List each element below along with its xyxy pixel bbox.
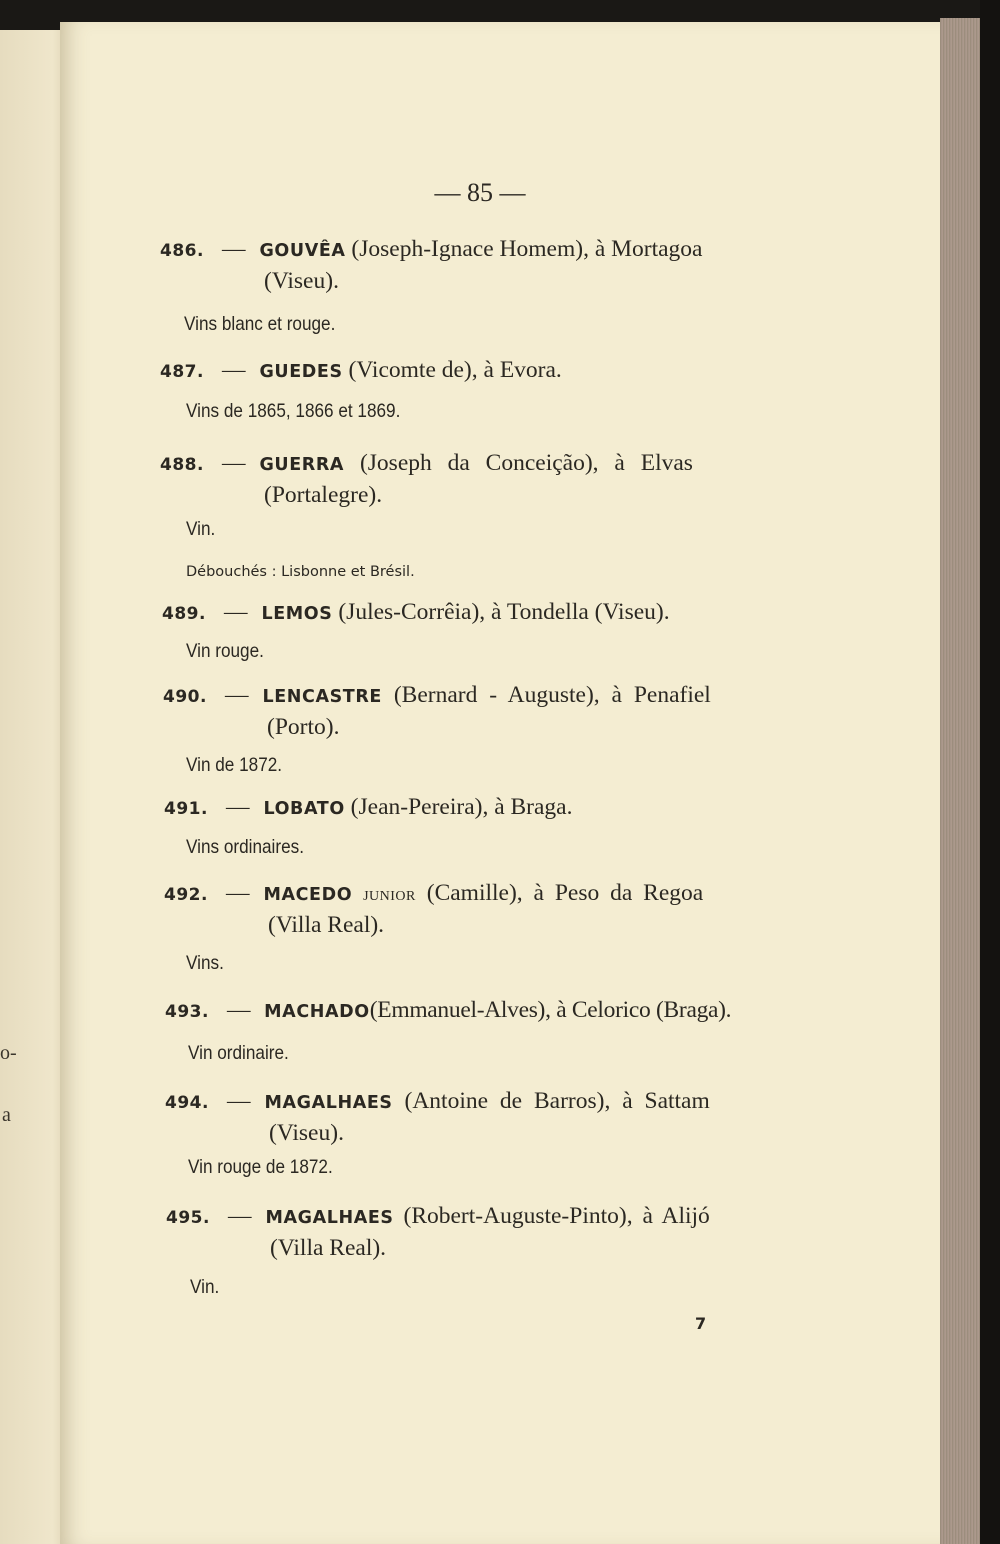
entry-details-continued: (Viseu). [264, 268, 339, 294]
entry-number: 493. [165, 1002, 209, 1022]
entry-name: LENCASTRE [262, 687, 382, 707]
entry-name: GUERRA [259, 455, 345, 475]
entry-note: Vin ordinaire. [188, 1042, 289, 1064]
entry-name: LEMOS [261, 604, 333, 624]
entry-note: Vin. [190, 1276, 220, 1298]
entry-name: GUEDES [259, 362, 343, 382]
entry-details-continued: (Villa Real). [268, 912, 385, 938]
entry-493: 493. — MACHADO(Emmanuel-Alves), à Celorico (Braga). [165, 997, 732, 1023]
entry-number: 487. [160, 362, 204, 382]
entry-note: Vins ordinaires. [186, 836, 304, 858]
entry-name-suffix: junior [363, 883, 416, 905]
entry-name: MAGALHAES [264, 1093, 393, 1113]
entry-details: (Vicomte de), à Evora. [348, 357, 562, 383]
page-stack-edges [940, 18, 980, 1544]
entry-494: 494. — MAGALHAES (Antoine de Barros), à Sattam (Viseu). [165, 1088, 710, 1146]
entry-number: 492. [164, 885, 208, 905]
entry-details-continued: (Villa Real). [270, 1235, 387, 1261]
entry-details: (Robert-Auguste-Pinto), à Alijó [403, 1203, 710, 1229]
entry-495: 495. — MAGALHAES (Robert-Auguste-Pinto), à Alijó (Villa Real). [166, 1203, 710, 1261]
entry-492: 492. — MACEDO junior (Camille), à Peso da Regoa (Villa Real). [164, 880, 704, 938]
entry-note-markets: Débouchés : Lisbonne et Brésil. [186, 564, 415, 580]
entry-details: (Jean-Pereira), à Braga. [350, 794, 573, 820]
entry-note: Vin de 1872. [186, 754, 283, 776]
entry-name: MAGALHAES [265, 1208, 394, 1228]
entry-details-continued: (Viseu). [269, 1120, 344, 1146]
entry-details: (Jules-Corrêia), à Tondella (Viseu). [338, 599, 670, 625]
entry-number: 486. [160, 241, 204, 261]
entry-note: Vin rouge. [186, 640, 264, 662]
entry-details: (Antoine de Barros), à Sattam [404, 1088, 710, 1114]
entry-details-continued: (Porto). [267, 714, 340, 740]
scan-border [980, 0, 1000, 1544]
entry-489: 489. — LEMOS (Jules-Corrêia), à Tondella (Viseu). [162, 599, 670, 625]
entry-note: Vin. [186, 518, 216, 540]
entry-number: 494. [165, 1093, 209, 1113]
entry-488: 488. — GUERRA (Joseph da Conceição), à Elvas (Portalegre). [160, 450, 693, 508]
entry-name: GOUVÊA [259, 241, 346, 261]
previous-page-fragment: o- [0, 1042, 17, 1064]
entry-name: MACEDO [263, 885, 353, 905]
page-header: — 85 — [434, 178, 526, 207]
entry-number: 490. [163, 687, 207, 707]
entry-number: 488. [160, 455, 204, 475]
entry-details: (Joseph da Conceição), à Elvas [359, 450, 693, 476]
entry-details-continued: (Portalegre). [264, 482, 383, 508]
previous-page-fragment: a [2, 1104, 11, 1126]
signature-mark: 7 [695, 1314, 707, 1333]
entry-487: 487. — GUEDES (Vicomte de), à Evora. [160, 357, 562, 383]
entry-details: (Bernard - Auguste), à Penafiel [393, 682, 711, 708]
entry-note: Vins blanc et rouge. [184, 313, 336, 335]
entry-name: MACHADO [264, 1002, 370, 1022]
entry-486: 486. — GOUVÊA (Joseph-Ignace Homem), à Mortagoa (Viseu). [160, 236, 703, 294]
entry-number: 491. [164, 799, 208, 819]
entry-details: (Camille), à Peso da Regoa [426, 880, 704, 906]
entry-details: (Emmanuel-Alves), à Celorico (Braga). [369, 997, 732, 1023]
entry-number: 489. [162, 604, 206, 624]
entry-490: 490. — LENCASTRE (Bernard - Auguste), à Penafiel (Porto). [163, 682, 711, 740]
entry-details: (Joseph-Ignace Homem), à Mortagoa [351, 236, 703, 262]
entry-note: Vins. [186, 952, 224, 974]
entry-name: LOBATO [263, 799, 345, 819]
entry-number: 495. [166, 1208, 210, 1228]
entry-note: Vin rouge de 1872. [188, 1156, 333, 1178]
entry-note: Vins de 1865, 1866 et 1869. [186, 400, 401, 422]
entry-491: 491. — LOBATO (Jean-Pereira), à Braga. [164, 794, 573, 820]
